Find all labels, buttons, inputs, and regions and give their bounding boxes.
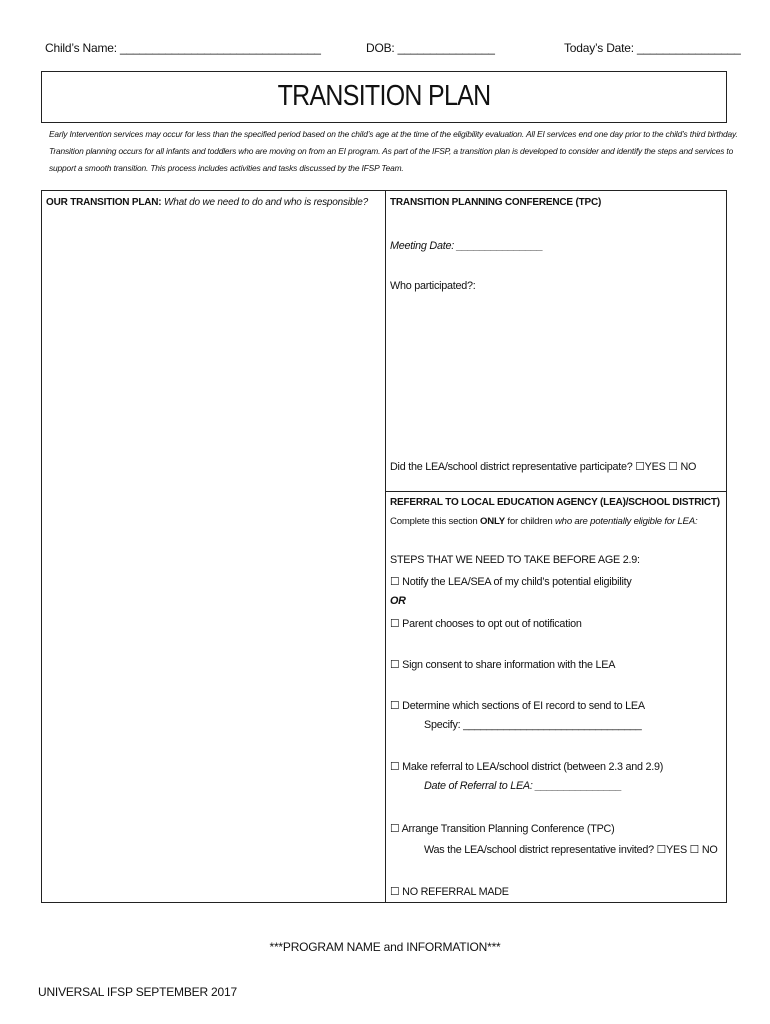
title-box [41, 71, 727, 123]
opt-out-checkbox[interactable]: ☐ Parent chooses to opt out of notification [390, 618, 582, 630]
notify-checkbox[interactable]: ☐ Notify the LEA/SEA of my child’s potential eligibility [390, 576, 632, 588]
steps-heading: STEPS THAT WE NEED TO TAKE BEFORE AGE 2.9: [390, 554, 640, 566]
lea-invited-question[interactable]: Was the LEA/school district representative invited? ☐YES ☐ NO [424, 844, 718, 856]
our-transition-plan-label: OUR TRANSITION PLAN: [46, 197, 162, 208]
instruction-text-2: for children [504, 516, 555, 527]
todays-date-field[interactable]: Today’s Date: ________________ [564, 41, 741, 55]
arrange-tpc-checkbox[interactable]: ☐ Arrange Transition Planning Conference (TPC) [390, 823, 615, 835]
or-label: OR [390, 595, 406, 607]
column-divider [385, 191, 386, 902]
instruction-italic: who are potentially eligible for LEA: [554, 516, 698, 527]
page-title: TRANSITION PLAN [277, 80, 491, 112]
make-referral-checkbox[interactable]: ☐ Make referral to LEA/school district (between 2.3 and 2.9) [390, 761, 664, 773]
meeting-date-field[interactable]: Meeting Date: _______________ [390, 240, 544, 252]
instruction-text: Complete this section [390, 516, 480, 527]
transition-plan-table [41, 190, 727, 903]
program-info-footer: ***PROGRAM NAME and INFORMATION*** [269, 940, 501, 954]
referral-instruction [390, 516, 697, 527]
our-transition-plan-question: What do we need to do and who is responsible? [161, 197, 368, 208]
referral-heading: REFERRAL TO LOCAL EDUCATION AGENCY (LEA)/SCHOOL DISTRICT) [390, 497, 720, 508]
specify-field[interactable]: Specify: _______________________________ [424, 719, 642, 731]
lea-participate-question[interactable]: Did the LEA/school district representative participate? ☐YES ☐ NO [390, 461, 697, 473]
date-of-referral-field[interactable]: Date of Referral to LEA: _______________ [424, 780, 622, 792]
form-version-footer: UNIVERSAL IFSP SEPTEMBER 2017 [38, 985, 237, 999]
transition-plan-entry-area[interactable] [46, 217, 380, 897]
our-transition-plan-header [46, 197, 368, 208]
who-participated-label: Who participated?: [390, 280, 476, 292]
determine-checkbox[interactable]: ☐ Determine which sections of EI record to send to LEA [390, 700, 645, 712]
childs-name-field[interactable]: Child’s Name: _______________________________ [45, 41, 321, 55]
instruction-only: ONLY [479, 516, 505, 527]
section-divider [385, 491, 726, 492]
consent-checkbox[interactable]: ☐ Sign consent to share information with the LEA [390, 659, 616, 671]
no-referral-checkbox[interactable]: ☐ NO REFERRAL MADE [390, 886, 509, 898]
tpc-heading: TRANSITION PLANNING CONFERENCE (TPC) [390, 197, 602, 208]
intro-paragraph: Early Intervention services may occur for less than the specified period based on the child’s age at the time of the eligibility evaluation. All EI services end one day prior to the child’s third birthday. Transition planning occurs for all infants and toddlers who are moving on from an EI program. As part of the IFSP, a transition plan is developed to consider and identify the steps and services to support a smooth transition. This process includes activities and tasks discussed by the IFSP Team. [49, 129, 738, 173]
participants-entry-area[interactable] [390, 297, 720, 452]
dob-field[interactable]: DOB: _______________ [366, 41, 495, 55]
